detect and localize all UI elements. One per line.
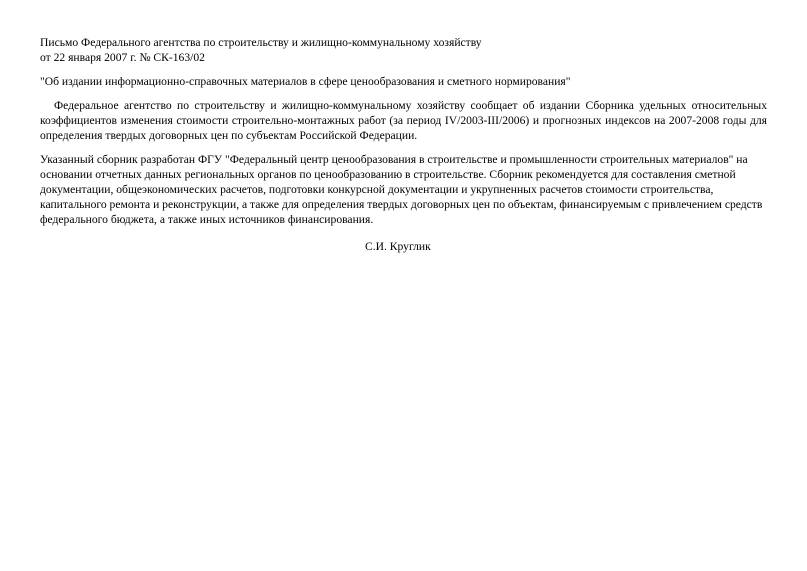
signature: С.И. Круглик (365, 240, 431, 253)
document-page (40, 35, 767, 254)
letter-date-number: от 22 января 2007 г. № СК-163/02 (40, 51, 205, 64)
body-paragraph-1: Федеральное агентство по строительству и жилищно-коммунальному хозяйству сообщает об издании Сборника удельных относительных коэффициентов изменения стоимости строительно-монтажных работ (за период IV/2003-III/2006) и прогнозных индексов на 2007-2008 годы для определения твердых договорных цен по субъектам Российской Федерации. (40, 99, 767, 142)
letter-issuer: Письмо Федерального агентства по строительству и жилищно-коммунальному хозяйству (40, 36, 482, 49)
letter-header (40, 35, 767, 65)
body-paragraph-2: Указанный сборник разработан ФГУ "Федеральный центр ценообразования в строительстве и промышленности строительных материалов" на основании отчетных данных региональных органов по ценообразованию в строительстве. Сборник рекомендуется для составления сметной документации, общеэкономических расчетов, подготовки конкурсной документации и укрупненных расчетов стоимости строительства, капитального ремонта и реконструкции, а также для определения твердых договорных цен по объектам, финансируемым с привлечением средств федерального бюджета, а также иных источников финансирования. (40, 153, 763, 226)
letter-title: "Об издании информационно-справочных материалов в сфере ценообразования и сметного нормирования" (40, 75, 571, 88)
